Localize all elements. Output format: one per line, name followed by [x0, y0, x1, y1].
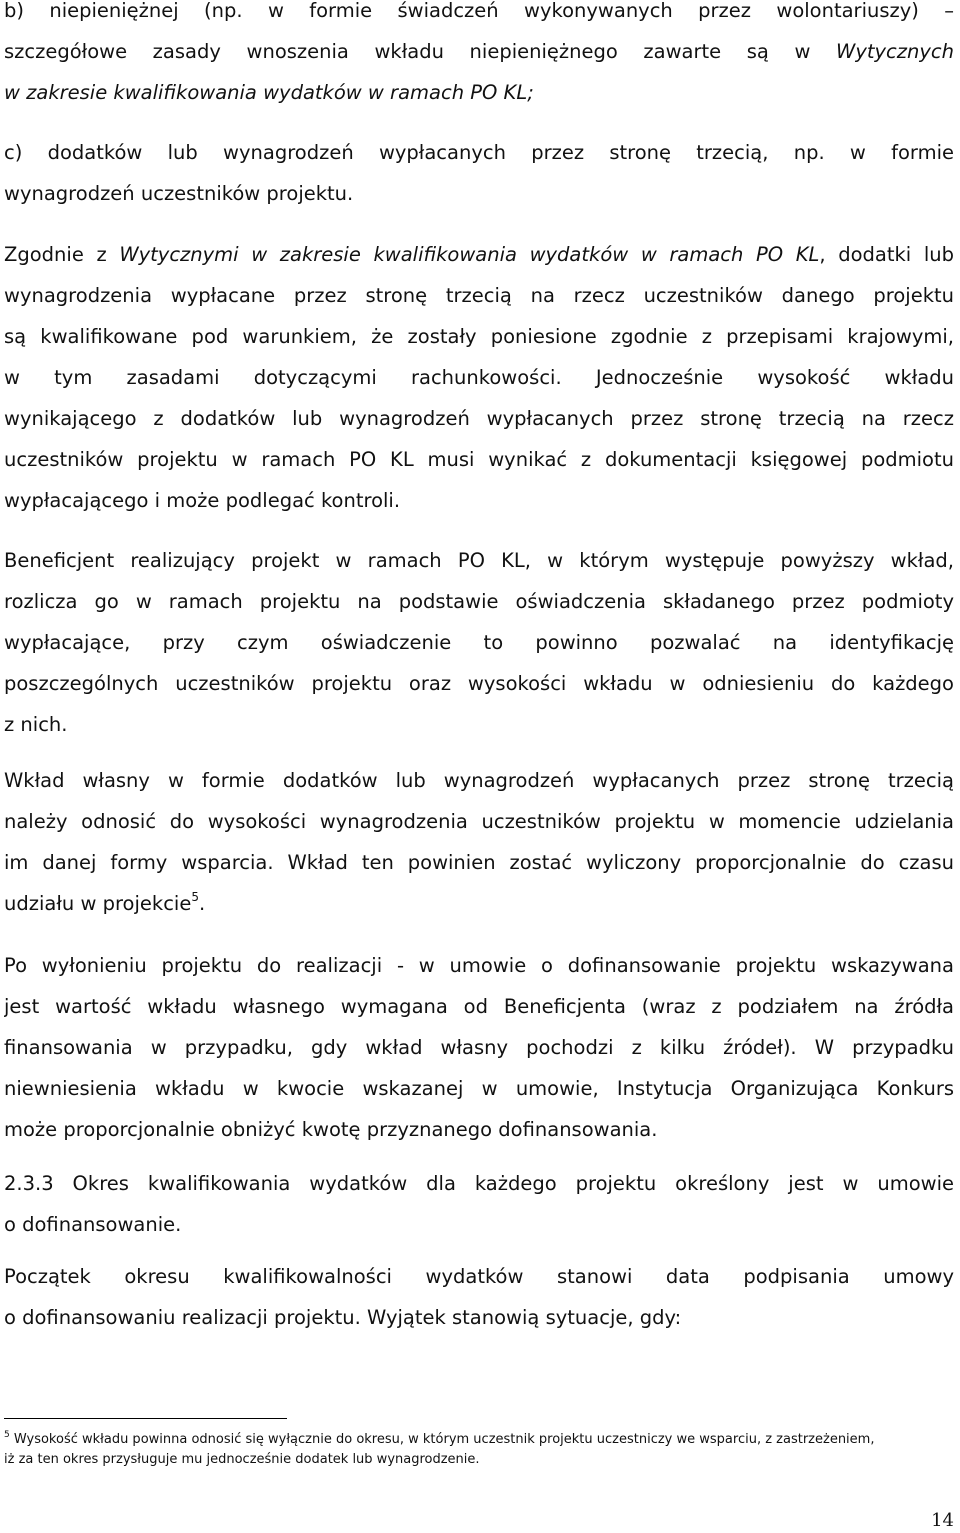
paragraph-line: 2.3.3 Okres kwalifikowania wydatków dla każdego projektu określony jest w umowie	[4, 1172, 954, 1195]
paragraph-line: Początek okresu kwalifikowalności wydatków stanowi data podpisania umowy	[4, 1265, 954, 1288]
paragraph-line	[4, 234, 954, 275]
footnote-reference[interactable]: 5	[191, 890, 199, 904]
paragraph-line: poszczególnych uczestników projektu oraz wysokości wkładu w odniesieniu do każdego	[4, 672, 954, 695]
guidelines-title-italic: Wytycznymi w zakresie kwalifikowania wydatków w ramach PO KL	[119, 243, 820, 266]
list-item-c	[4, 132, 954, 214]
page-number: 14	[931, 1510, 954, 1531]
paragraph-line: wynagrodzenia wypłacane przez stronę trzecią na rzecz uczestników danego projektu	[4, 284, 954, 307]
paragraph-line	[4, 883, 954, 924]
paragraph-6	[4, 1256, 954, 1338]
guidelines-title-italic: w zakresie kwalifikowania wydatków w ramach PO KL;	[4, 81, 534, 104]
list-item-b-line-3	[4, 72, 954, 113]
paragraph-line: uczestników projektu w ramach PO KL musi wynikać z dokumentacji księgowej podmiotu	[4, 448, 954, 471]
list-item-b-line-2	[4, 31, 954, 72]
paragraph-line: niewniesienia wkładu w kwocie wskazanej w umowie, Instytucja Organizująca Konkurs	[4, 1077, 954, 1100]
footnote-line-2: iż za ten okres przysługuje mu jednocześnie dodatek lub wynagrodzenie.	[4, 1452, 480, 1467]
paragraph-2	[4, 540, 954, 745]
list-item-b-line-1: b) niepieniężnej (np. w formie świadczeń wykonywanych przez wolontariuszy) –	[4, 0, 954, 22]
paragraph-line: wypłacające, przy czym oświadczenie to powinno pozwalać na identyfikację	[4, 631, 954, 654]
text-span: .	[198, 892, 206, 915]
text-span: , dodatki lub	[819, 243, 954, 266]
paragraph-line: z nich.	[4, 713, 68, 736]
list-item-c-line-2: wynagrodzeń uczestników projektu.	[4, 182, 354, 205]
paragraph-4	[4, 945, 954, 1150]
paragraph-line: należy odnosić do wysokości wynagrodzenia uczestników projektu w momencie udzielania	[4, 810, 954, 833]
paragraph-line: Po wyłonieniu projektu do realizacji - w umowie o dofinansowanie projektu wskazywana	[4, 954, 954, 977]
list-item-c-line-1: c) dodatków lub wynagrodzeń wypłacanych przez stronę trzecią, np. w formie	[4, 141, 954, 164]
paragraph-line: Beneficjent realizujący projekt w ramach PO KL, w którym występuje powyższy wkład,	[4, 549, 954, 572]
text-span: udziału w projekcie	[4, 892, 192, 915]
paragraph-3	[4, 760, 954, 924]
paragraph-line: wynikającego z dodatków lub wynagrodzeń wypłacanych przez stronę trzecią na rzecz	[4, 407, 954, 430]
guidelines-title-italic: Wytycznych	[836, 40, 954, 63]
paragraph-line: o dofinansowanie.	[4, 1213, 182, 1236]
paragraph-line: wypłacającego i może podlegać kontroli.	[4, 489, 401, 512]
footnote-marker: 5	[4, 1430, 10, 1440]
paragraph-line: Wkład własny w formie dodatków lub wynagrodzeń wypłacanych przez stronę trzecią	[4, 769, 954, 792]
paragraph-line: w tym zasadami dotyczącymi rachunkowości. Jednocześnie wysokość wkładu	[4, 366, 954, 389]
section-2-3-3	[4, 1163, 954, 1245]
paragraph-line: może proporcjonalnie obniżyć kwotę przyznanego dofinansowania.	[4, 1118, 658, 1141]
paragraph-1	[4, 234, 954, 521]
footnote-line-1	[4, 1432, 956, 1447]
footnote-text: Wysokość wkładu powinna odnosić się wyłącznie do okresu, w którym uczestnik projektu uczestniczy we wsparciu, z zastrzeżeniem,	[13, 1432, 875, 1447]
list-item-b	[4, 0, 954, 113]
paragraph-line: są kwalifikowane pod warunkiem, że zostały poniesione zgodnie z przepisami krajowymi,	[4, 325, 954, 348]
paragraph-line: jest wartość wkładu własnego wymagana od Beneficjenta (wraz z podziałem na źródła	[4, 995, 954, 1018]
text-span: Zgodnie z	[4, 243, 120, 266]
paragraph-line: rozlicza go w ramach projektu na podstawie oświadczenia składanego przez podmioty	[4, 590, 954, 613]
paragraph-line: finansowania w przypadku, gdy wkład własny pochodzi z kilku źródeł). W przypadku	[4, 1036, 954, 1059]
paragraph-line: o dofinansowaniu realizacji projektu. Wyjątek stanowią sytuacje, gdy:	[4, 1306, 682, 1329]
text-span: szczegółowe zasady wnoszenia wkładu niepieniężnego zawarte są w	[4, 40, 837, 63]
paragraph-line: im danej formy wsparcia. Wkład ten powinien zostać wyliczony proporcjonalnie do czasu	[4, 851, 954, 874]
footnote-separator	[4, 1418, 287, 1419]
